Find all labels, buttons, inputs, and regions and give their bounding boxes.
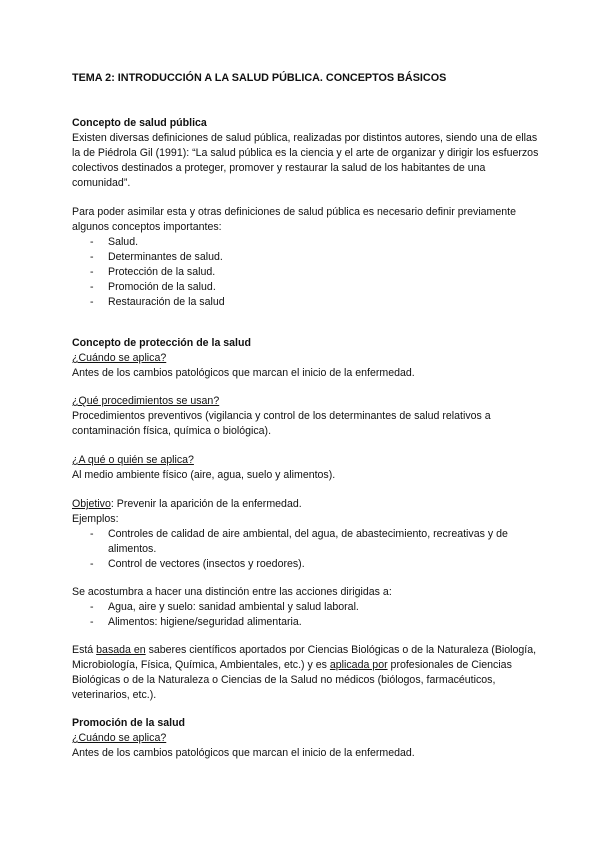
section-applies-to — [72, 453, 542, 483]
list-item: - Agua, aire y suelo: sanidad ambiental y salud laboral. — [72, 600, 542, 615]
underlined-based-on: basada en — [96, 644, 146, 656]
objective-line — [72, 497, 542, 512]
text-run: profesionales de Ciencias Biológicas o de la Naturaleza o Ciencias de la Salud no médicos (biólogos, farmacéuticos, veterinarios, etc.). — [72, 659, 512, 701]
underlined-applied-by: aplicada por — [329, 659, 388, 671]
question-applies-to: ¿A qué o quién se aplica? — [72, 454, 194, 466]
list-item: - Determinantes de salud. — [72, 250, 542, 265]
answer-when: Antes de los cambios patológicos que marcan el inicio de la enfermedad. — [72, 747, 415, 759]
list-item: - Salud. — [72, 235, 542, 250]
section-protection — [72, 336, 542, 381]
text-run: Está — [72, 644, 97, 656]
distinction-list — [72, 600, 542, 630]
paragraph-based-on — [72, 643, 542, 703]
answer-applies-to: Al medio ambiente físico (aire, agua, suelo y alimentos). — [72, 469, 336, 481]
distinction-text: Se acostumbra a hacer una distinción entre las acciones dirigidas a: — [72, 586, 392, 598]
concepts-list — [72, 235, 542, 310]
section-distinction — [72, 585, 542, 630]
question-when: ¿Cuándo se aplica? — [72, 732, 167, 744]
list-item: - Control de vectores (insectos y roedores). — [72, 557, 542, 572]
examples-list — [72, 527, 542, 572]
section-heading: Concepto de protección de la salud — [72, 337, 251, 349]
section-public-health — [72, 116, 542, 191]
list-item: - Controles de calidad de aire ambiental, del agua, de abastecimiento, recreativas y de alimentos. — [72, 527, 542, 557]
list-item: - Promoción de la salud. — [72, 280, 542, 295]
objective-label: Objetivo — [72, 498, 111, 510]
list-item: - Protección de la salud. — [72, 265, 542, 280]
paragraph-definition: Existen diversas definiciones de salud pública, realizadas por distintos autores, siendo una de ellas la de Piédrola Gil (1991): “La salud pública es la ciencia y el arte de organizar y dirigir los esfuerzos colectivos destinados a proteger, promover y restaurar la salud de los habitantes de una comunidad”. — [72, 132, 539, 189]
paragraph-intro: Para poder asimilar esta y otras definiciones de salud pública es necesario definir previamente algunos conceptos importantes: — [72, 206, 517, 233]
answer-procedures: Procedimientos preventivos (vigilancia y control de los determinantes de salud relativos a contaminación física, química o biológica). — [72, 410, 491, 437]
section-objective — [72, 497, 542, 572]
document-title: TEMA 2: INTRODUCCIÓN A LA SALUD PÚBLICA. CONCEPTOS BÁSICOS — [72, 72, 447, 84]
question-when: ¿Cuándo se aplica? — [72, 352, 167, 364]
question-procedures: ¿Qué procedimientos se usan? — [72, 395, 220, 407]
examples-label: Ejemplos: — [72, 513, 119, 525]
list-item: - Restauración de la salud — [72, 295, 542, 310]
section-heading: Concepto de salud pública — [72, 117, 207, 129]
answer-when: Antes de los cambios patológicos que marcan el inicio de la enfermedad. — [72, 367, 415, 379]
section-promotion — [72, 716, 542, 761]
list-item: - Alimentos: higiene/seguridad alimentaria. — [72, 615, 542, 630]
section-procedures — [72, 394, 542, 439]
text-run: saberes científicos aportados por Ciencias Biológicas o de la Naturaleza (Biología, Microbiología, Física, Química, Ambientales, etc.) y es — [72, 644, 537, 671]
objective-text: : Prevenir la aparición de la enfermedad. — [110, 498, 302, 510]
section-concepts — [72, 205, 542, 310]
section-heading: Promoción de la salud — [72, 717, 186, 729]
